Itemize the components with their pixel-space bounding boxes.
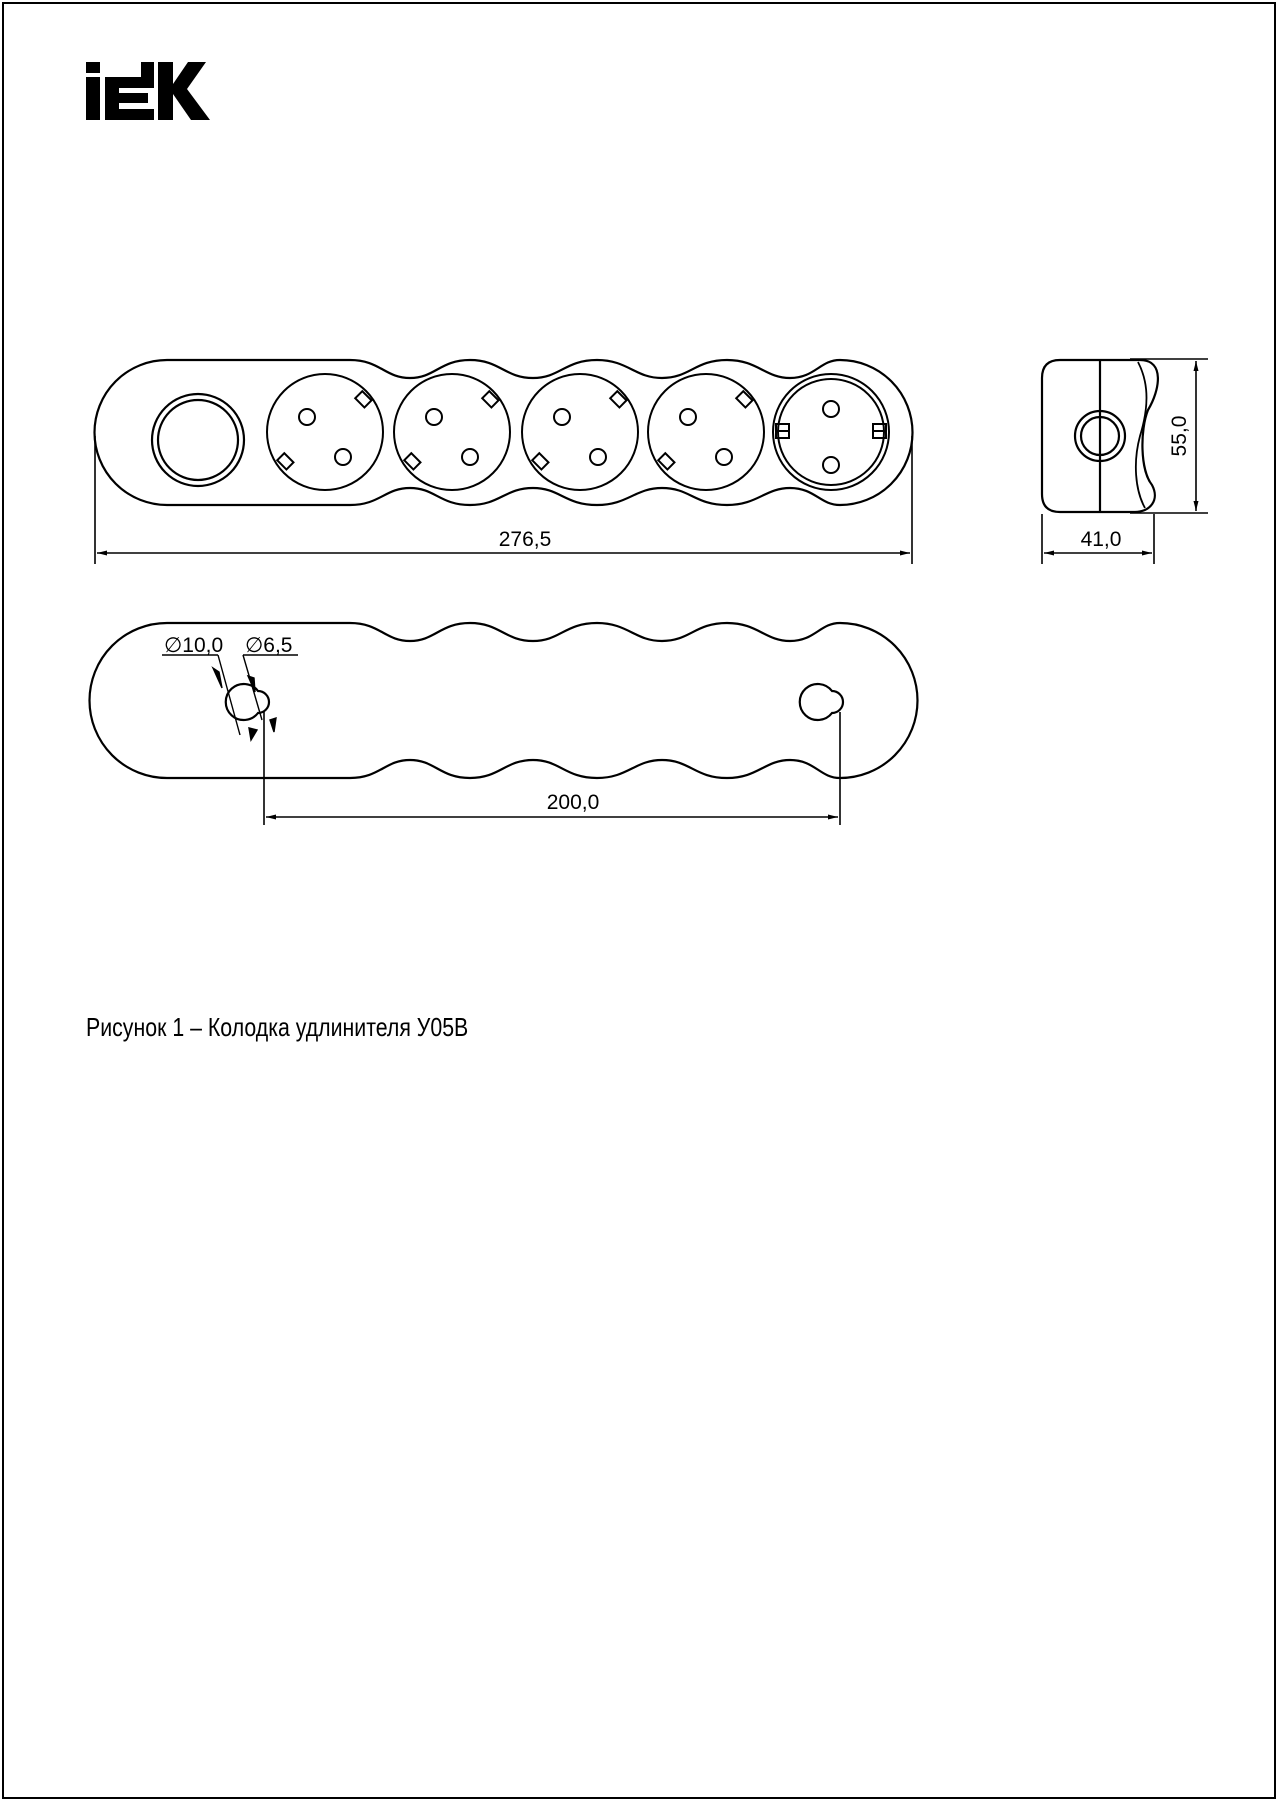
height-dimension-label: 55,0 (1168, 415, 1191, 457)
socket-5 (773, 374, 889, 490)
socket-2 (394, 374, 510, 490)
side-view (1042, 360, 1158, 512)
sockets-group (267, 374, 889, 490)
hole-small-diameter-label: ∅6,5 (245, 634, 293, 657)
switch-outer (152, 394, 244, 486)
switch-inner (158, 400, 238, 480)
keyhole-right (800, 684, 843, 720)
socket-4 (648, 374, 764, 490)
socket-1 (267, 374, 383, 490)
mounting-distance-label: 200,0 (546, 791, 600, 814)
keyhole-left (226, 684, 269, 720)
length-dimension-label: 276,5 (498, 528, 552, 551)
figure-caption: Рисунок 1 – Колодка удлинителя У05В (86, 1012, 469, 1042)
width-dimension-label: 41,0 (1080, 528, 1122, 551)
diameter-leaders (162, 655, 298, 740)
socket-3 (522, 374, 638, 490)
hole-large-diameter-label: ∅10,0 (164, 634, 224, 657)
